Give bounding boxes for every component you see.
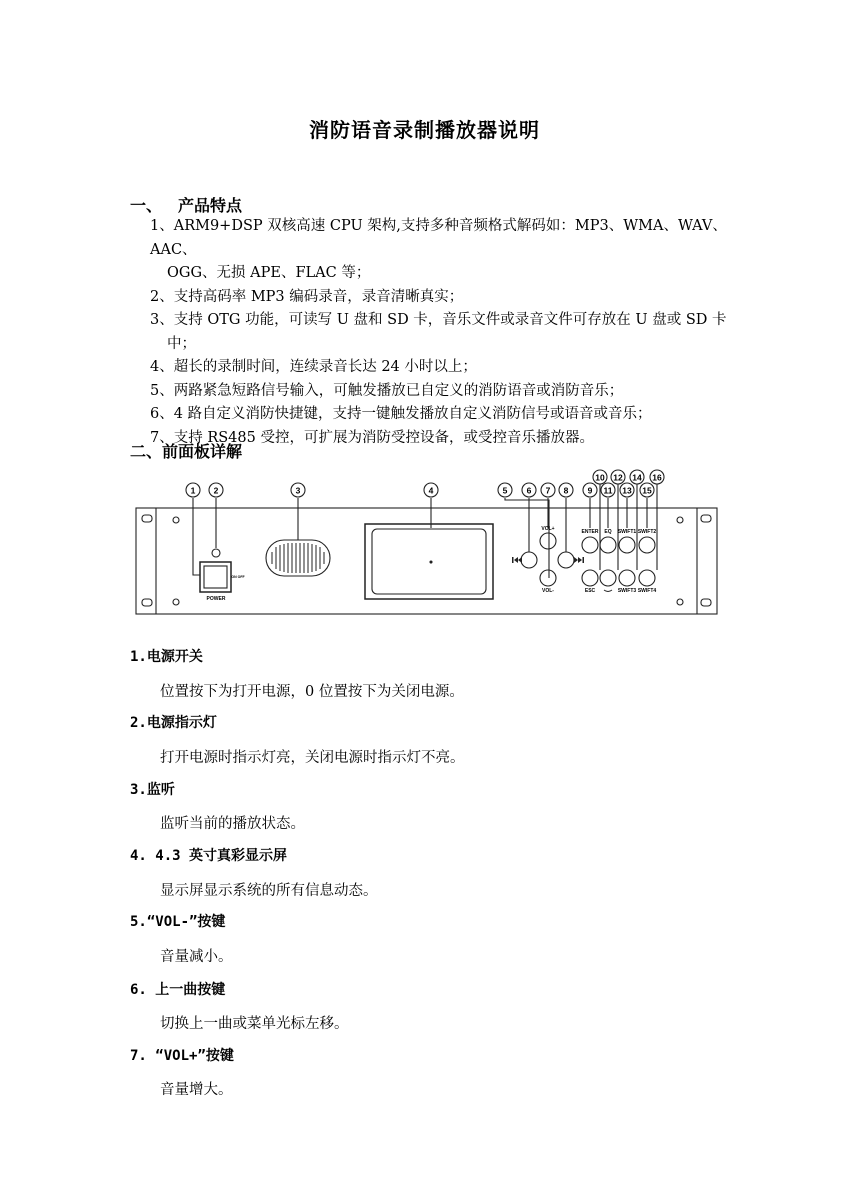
power-label: POWER — [206, 596, 226, 602]
vol-plus-button — [540, 533, 556, 549]
callout-label: 7 — [545, 485, 551, 496]
screw — [677, 517, 683, 523]
esc-button — [582, 570, 598, 586]
feature-item: 2、支持高码率 MP3 编码录音，录音清晰真实； — [150, 288, 464, 305]
screw — [173, 517, 179, 523]
item-heading: 2.电源指示灯 — [130, 715, 217, 731]
item-text: 切换上一曲或菜单光标左移。 — [160, 1016, 349, 1032]
onoff-label: ON OFF — [231, 575, 245, 579]
swift4-label: SWIFT4 — [637, 588, 657, 594]
rack-hole — [701, 515, 711, 522]
screw — [677, 599, 683, 605]
item-heading: 3.监听 — [130, 782, 175, 798]
eq-button — [600, 537, 616, 553]
prev-button — [521, 552, 537, 568]
item-heading: 6. 上一曲按键 — [130, 982, 226, 998]
callout-label: 8 — [563, 485, 569, 496]
feature-item: 5、两路紧急短路信号输入，可触发播放已自定义的消防语音或消防音乐； — [150, 382, 624, 399]
item-text: 音量增大。 — [160, 1082, 233, 1098]
section-heading-features — [130, 193, 242, 216]
item-heading: 5.“VOL-”按键 — [130, 914, 226, 930]
feature-item: 4、超长的录制时间，连续录音长达 24 小时以上； — [150, 359, 477, 375]
feature-item: 1、ARM9+DSP 双核高速 CPU 架构,支持多种音频格式解码如：MP3、WMA、WAV、AAC、 — [150, 218, 727, 258]
callout-label: 6 — [526, 485, 532, 496]
item-text: 显示屏显示系统的所有信息动态。 — [160, 883, 378, 899]
section-label: 产品特点 — [178, 196, 243, 215]
swift3-button — [619, 570, 635, 586]
item-heading: 7. “VOL+”按键 — [130, 1048, 234, 1064]
item-text: 位置按下为打开电源，0 位置按下为关闭电源。 — [160, 684, 464, 700]
esc-label: ESC — [584, 588, 596, 594]
power-led — [212, 549, 220, 557]
rack-hole — [142, 515, 152, 522]
front-panel-diagram — [0, 468, 849, 628]
item-heading: 4. 4.3 英寸真彩显示屏 — [130, 848, 288, 864]
item-text: 打开电源时指示灯亮，关闭电源时指示灯不亮。 — [160, 750, 465, 766]
callout-label: 13 — [622, 485, 632, 496]
callout-label: 1 — [190, 485, 196, 496]
item-text: 音量减小。 — [160, 949, 233, 965]
callout-label: 15 — [642, 485, 652, 496]
enter-label: ENTER — [581, 529, 599, 535]
swift1-label: SWIFT1 — [617, 529, 637, 535]
enter-button — [582, 537, 598, 553]
feature-item-cont: 中； — [167, 335, 196, 352]
callout-label: 3 — [295, 485, 301, 496]
feature-list — [150, 215, 730, 450]
rack-hole — [142, 599, 152, 606]
callout-label: 12 — [613, 472, 623, 483]
section-number: 一、 — [130, 196, 163, 215]
feature-item: 6、4 路自定义消防快捷键，支持一键触发播放自定义消防信号或语音或音乐； — [150, 406, 652, 422]
screw — [173, 599, 179, 605]
item-heading: 1.电源开关 — [130, 649, 203, 665]
next-button — [558, 552, 574, 568]
callout-label: 14 — [632, 472, 642, 483]
swift2-label: SWIFT2 — [637, 529, 657, 535]
item-text: 监听当前的播放状态。 — [160, 816, 305, 832]
rack-hole — [701, 599, 711, 606]
callout-label: 16 — [652, 472, 662, 483]
vol-minus-label: VOL- — [542, 588, 554, 594]
back-button — [600, 570, 616, 586]
callout-label: 10 — [595, 472, 605, 483]
vol-minus-button — [540, 570, 556, 586]
feature-item: 7、支持 RS485 受控，可扩展为消防受控设备，或受控音乐播放器。 — [150, 429, 594, 446]
feature-item-cont: OGG、无损 APE、FLAC 等； — [167, 265, 371, 281]
section-heading-panel: 二、前面板详解 — [130, 442, 243, 461]
callout-label: 4 — [428, 485, 434, 496]
callout-label: 5 — [502, 485, 508, 496]
eq-label: EQ — [604, 529, 612, 535]
swift4-button — [639, 570, 655, 586]
document-title: 消防语音录制播放器说明 — [309, 118, 540, 142]
speaker-slots — [272, 543, 324, 573]
feature-item: 3、支持 OTG 功能，可读写 U 盘和 SD 卡，音乐文件或录音文件可存放在 U 盘或 SD 卡 — [150, 312, 727, 328]
callout-label: 11 — [603, 485, 613, 496]
back-icon — [604, 590, 612, 592]
swift1-button — [619, 537, 635, 553]
callout-label: 2 — [213, 485, 219, 496]
vol-plus-label: VOL+ — [541, 526, 555, 532]
swift3-label: SWIFT3 — [617, 588, 637, 594]
callout-label: 9 — [587, 485, 593, 496]
display-screen — [365, 524, 493, 599]
swift2-button — [639, 537, 655, 553]
